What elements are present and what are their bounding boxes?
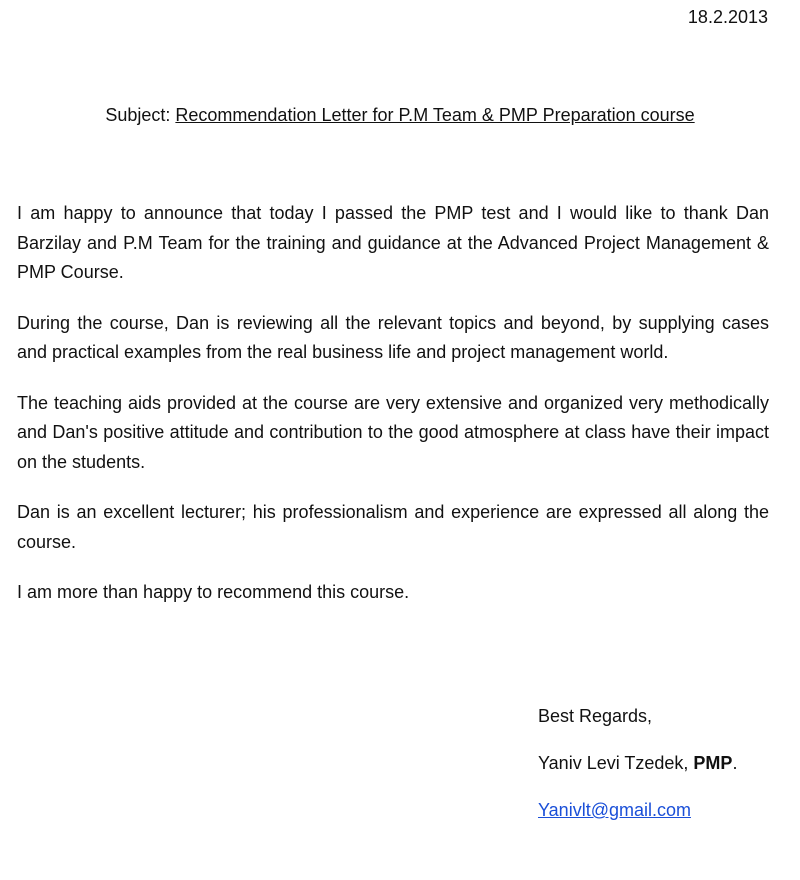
paragraph-5: I am more than happy to recommend this course. bbox=[17, 582, 410, 602]
subject-prefix: Subject: bbox=[105, 105, 176, 125]
paragraph-2: During the course, Dan is reviewing all the relevant topics and beyond, by supplying cases and practical examples from the real business life and project management world. bbox=[17, 312, 769, 362]
closing-line: Best Regards, bbox=[538, 706, 653, 726]
paragraph-1: I am happy to announce that today I passed the PMP test and I would like to thank Dan Barzilay and P.M Team for the training and guidance at the Advanced Project Management & PMP Course. bbox=[17, 203, 769, 282]
letter-date: 18.2.2013 bbox=[687, 7, 768, 27]
signer-line bbox=[538, 752, 788, 774]
signer-name: Yaniv Levi Tzedek, bbox=[538, 753, 694, 773]
subject-line bbox=[0, 104, 800, 126]
paragraph-4: Dan is an excellent lecturer; his professionalism and experience are expressed all along the course. bbox=[17, 502, 769, 552]
signature-block bbox=[538, 705, 788, 846]
email-line bbox=[538, 799, 788, 821]
email-link[interactable]: Yanivlt@gmail.com bbox=[538, 800, 691, 820]
paragraph-3: The teaching aids provided at the course are very extensive and organized very methodically and Dan's positive attitude and contribution to the good atmosphere at class have their impact on the students. bbox=[17, 392, 769, 472]
letter-body bbox=[17, 199, 769, 629]
signer-title: PMP bbox=[693, 753, 733, 773]
signer-suffix: . bbox=[732, 753, 738, 773]
subject-text: Recommendation Letter for P.M Team & PMP Preparation course bbox=[175, 105, 695, 125]
